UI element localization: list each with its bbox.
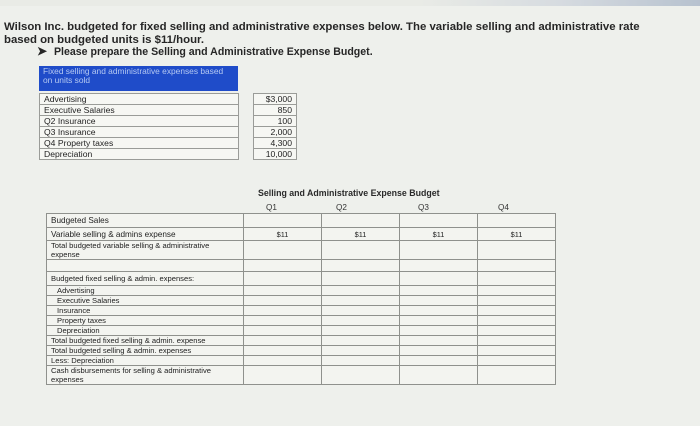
table-cell[interactable] [322,306,400,316]
table-cell[interactable] [322,296,400,306]
table-row [47,228,556,241]
problem-intro: Wilson Inc. budgeted for fixed selling and administrative expenses below. The variable selling and administrative rate based on budgeted units is $11/hour. [4,21,640,46]
table-cell[interactable] [244,336,322,346]
table-cell[interactable] [322,286,400,296]
table-cell[interactable] [478,296,556,306]
table-cell[interactable] [478,286,556,296]
table-cell[interactable] [400,346,478,356]
table-row [47,306,556,316]
table-cell[interactable] [478,306,556,316]
table-cell[interactable] [400,214,478,228]
table-row [47,214,556,228]
rate-cell[interactable]: $11 [478,228,556,241]
table-cell[interactable] [244,326,322,336]
row-label: Property taxes [47,316,244,326]
table-cell[interactable] [478,336,556,346]
table-cell[interactable] [244,296,322,306]
quarter-label: Q4 [498,203,509,212]
row-label: Total budgeted fixed selling & admin. expense [47,336,244,346]
row-value: 10,000 [254,149,297,160]
row-label: Cash disbursements for selling & administrative expenses [47,366,244,385]
table-cell[interactable] [400,356,478,366]
row-label: Q3 Insurance [40,127,239,138]
row-value: 2,000 [254,127,297,138]
table-row [40,138,297,149]
table-cell[interactable] [400,296,478,306]
row-label: Budgeted Sales [47,214,244,228]
row-label: Executive Salaries [40,105,239,116]
table-cell[interactable] [322,214,400,228]
table-cell[interactable] [244,260,322,272]
instruction-text: Please prepare the Selling and Administrative Expense Budget. [53,46,373,58]
table-row [47,346,556,356]
table-cell[interactable] [322,336,400,346]
table-cell[interactable] [322,272,400,286]
rate-cell[interactable]: $11 [400,228,478,241]
row-value: 850 [254,105,297,116]
table-cell[interactable] [400,336,478,346]
table-cell[interactable] [322,366,400,385]
table-cell[interactable] [244,286,322,296]
table-cell[interactable] [244,272,322,286]
table-cell[interactable] [244,306,322,316]
table-row [47,316,556,326]
table-cell[interactable] [400,326,478,336]
table-row [47,366,556,385]
row-label: Depreciation [47,326,244,336]
row-value: 4,300 [254,138,297,149]
table-row [40,116,297,127]
row-label: Less: Depreciation [47,356,244,366]
rate-cell[interactable]: $11 [244,228,322,241]
top-strip [0,0,700,6]
row-label: Depreciation [40,149,239,160]
table-row [47,260,556,272]
table-row [47,286,556,296]
table-cell[interactable] [322,260,400,272]
table-cell[interactable] [400,366,478,385]
table-cell[interactable] [400,260,478,272]
table-cell[interactable] [244,346,322,356]
table-cell[interactable] [322,346,400,356]
budget-title: Selling and Administrative Expense Budget [258,188,440,198]
table-cell[interactable] [478,272,556,286]
table-row [47,326,556,336]
quarter-label: Q3 [418,203,429,212]
row-label: Total budgeted selling & admin. expenses [47,346,244,356]
row-value: $3,000 [254,94,297,105]
budget-table [46,213,556,385]
table-cell[interactable] [244,214,322,228]
table-cell[interactable] [400,241,478,260]
table-row [47,272,556,286]
row-label: Advertising [47,286,244,296]
table-cell[interactable] [322,356,400,366]
table-row [47,336,556,346]
row-label: Executive Salaries [47,296,244,306]
table-cell[interactable] [322,326,400,336]
table-cell[interactable] [478,356,556,366]
table-cell[interactable] [478,366,556,385]
instruction [37,44,373,58]
table-row [40,94,297,105]
table-cell[interactable] [244,366,322,385]
table-cell[interactable] [478,316,556,326]
arrow-bullet-icon: ➤ [37,44,48,58]
quarter-label: Q1 [266,203,277,212]
fixed-expenses-table [39,93,297,160]
table-row [47,241,556,260]
table-cell[interactable] [478,326,556,336]
table-row [47,356,556,366]
table-row [40,105,297,116]
row-label: Budgeted fixed selling & admin. expenses: [47,272,244,286]
table-row [40,127,297,138]
table-cell[interactable] [400,316,478,326]
row-label: Variable selling & admins expense [47,228,244,241]
table-cell[interactable] [244,316,322,326]
rate-cell[interactable]: $11 [322,228,400,241]
row-label: Insurance [47,306,244,316]
table-cell[interactable] [322,241,400,260]
row-spacer [47,260,244,272]
table-cell[interactable] [400,272,478,286]
table-cell[interactable] [400,306,478,316]
table-cell[interactable] [244,241,322,260]
table-cell[interactable] [244,356,322,366]
table-row [40,149,297,160]
row-label: Q2 Insurance [40,116,239,127]
table-cell[interactable] [478,214,556,228]
row-label: Advertising [40,94,239,105]
table-row [47,296,556,306]
row-label: Total budgeted variable selling & administrative expense [47,241,244,260]
fixed-table-header: Fixed selling and administrative expenses based on units sold [39,66,238,91]
row-label: Q4 Property taxes [40,138,239,149]
table-cell[interactable] [400,286,478,296]
table-cell[interactable] [478,241,556,260]
quarter-label: Q2 [336,203,347,212]
row-value: 100 [254,116,297,127]
table-cell[interactable] [478,260,556,272]
table-cell[interactable] [322,316,400,326]
table-cell[interactable] [478,346,556,356]
